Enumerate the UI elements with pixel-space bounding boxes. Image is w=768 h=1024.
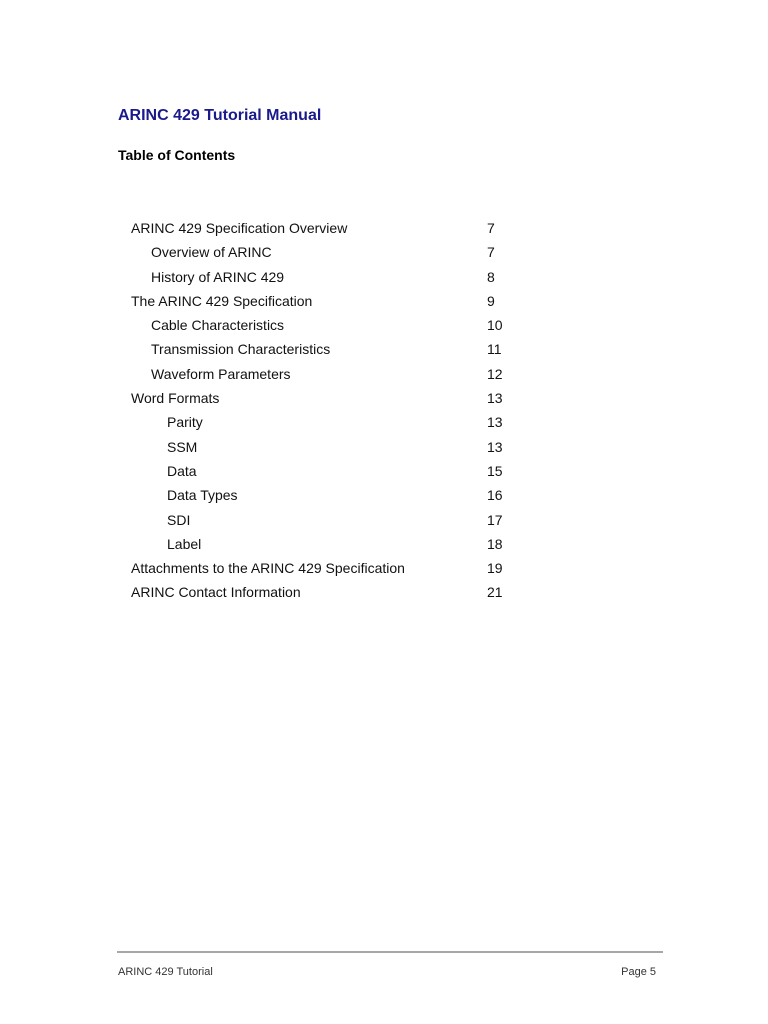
- toc-entry-title: Word Formats: [131, 390, 220, 407]
- toc-entry[interactable]: [0, 265, 768, 289]
- toc-entry-page: 18: [487, 535, 503, 552]
- toc-entry-page: 12: [487, 365, 503, 382]
- toc-entry[interactable]: [0, 459, 768, 483]
- toc-entry-page: 10: [487, 317, 503, 334]
- document-title: ARINC 429 Tutorial Manual: [118, 107, 322, 124]
- toc-entry-title: The ARINC 429 Specification: [131, 292, 313, 309]
- toc-entry-page: 9: [487, 292, 495, 309]
- toc-heading: Table of Contents: [118, 147, 236, 163]
- toc-entry-page: 16: [487, 487, 503, 504]
- table-of-contents: [0, 216, 768, 605]
- toc-entry[interactable]: [0, 410, 768, 434]
- toc-entry-title: ARINC 429 Specification Overview: [131, 220, 348, 236]
- toc-entry-title: SDI: [167, 511, 191, 528]
- toc-entry-page: 13: [487, 390, 503, 407]
- toc-entry-title: Transmission Characteristics: [151, 341, 331, 358]
- toc-entry[interactable]: [0, 289, 768, 313]
- toc-entry[interactable]: [0, 337, 768, 361]
- toc-entry-title: Label: [167, 535, 202, 552]
- toc-entry[interactable]: [0, 362, 768, 386]
- toc-entry-page: 19: [487, 560, 503, 577]
- toc-entry[interactable]: [0, 508, 768, 532]
- toc-entry[interactable]: [0, 580, 768, 604]
- toc-entry-page: 15: [487, 462, 503, 479]
- toc-entry[interactable]: [0, 532, 768, 556]
- toc-entry[interactable]: [0, 435, 768, 459]
- toc-entry-page: 11: [487, 341, 502, 358]
- toc-entry-title: Attachments to the ARINC 429 Specification: [131, 560, 405, 577]
- toc-entry-title: ARINC Contact Information: [131, 584, 301, 601]
- toc-entry-page: 7: [487, 244, 495, 261]
- footer-page-number: Page 5: [621, 966, 656, 978]
- toc-entry-page: 13: [487, 438, 503, 455]
- toc-entry-page: 13: [487, 414, 503, 431]
- toc-entry-title: History of ARINC 429: [151, 268, 285, 285]
- toc-entry-page: 7: [487, 220, 495, 236]
- toc-entry-page: 21: [487, 584, 503, 601]
- toc-entry[interactable]: [0, 483, 768, 507]
- toc-entry-page: 8: [487, 268, 495, 285]
- toc-entry[interactable]: [0, 240, 768, 264]
- toc-entry-title: Cable Characteristics: [151, 317, 285, 334]
- footer-divider: [117, 951, 663, 953]
- toc-entry-page: 17: [487, 511, 503, 528]
- toc-entry-title: Data Types: [167, 487, 238, 504]
- footer-document-name: ARINC 429 Tutorial: [118, 966, 213, 978]
- toc-entry[interactable]: [0, 313, 768, 337]
- toc-entry[interactable]: [0, 556, 768, 580]
- toc-entry-title: Waveform Parameters: [151, 365, 291, 382]
- toc-entry[interactable]: [0, 216, 768, 240]
- toc-entry-title: Parity: [167, 414, 203, 431]
- toc-entry[interactable]: [0, 386, 768, 410]
- toc-entry-title: SSM: [167, 438, 198, 455]
- toc-entry-title: Data: [167, 462, 197, 479]
- toc-entry-title: Overview of ARINC: [151, 244, 272, 261]
